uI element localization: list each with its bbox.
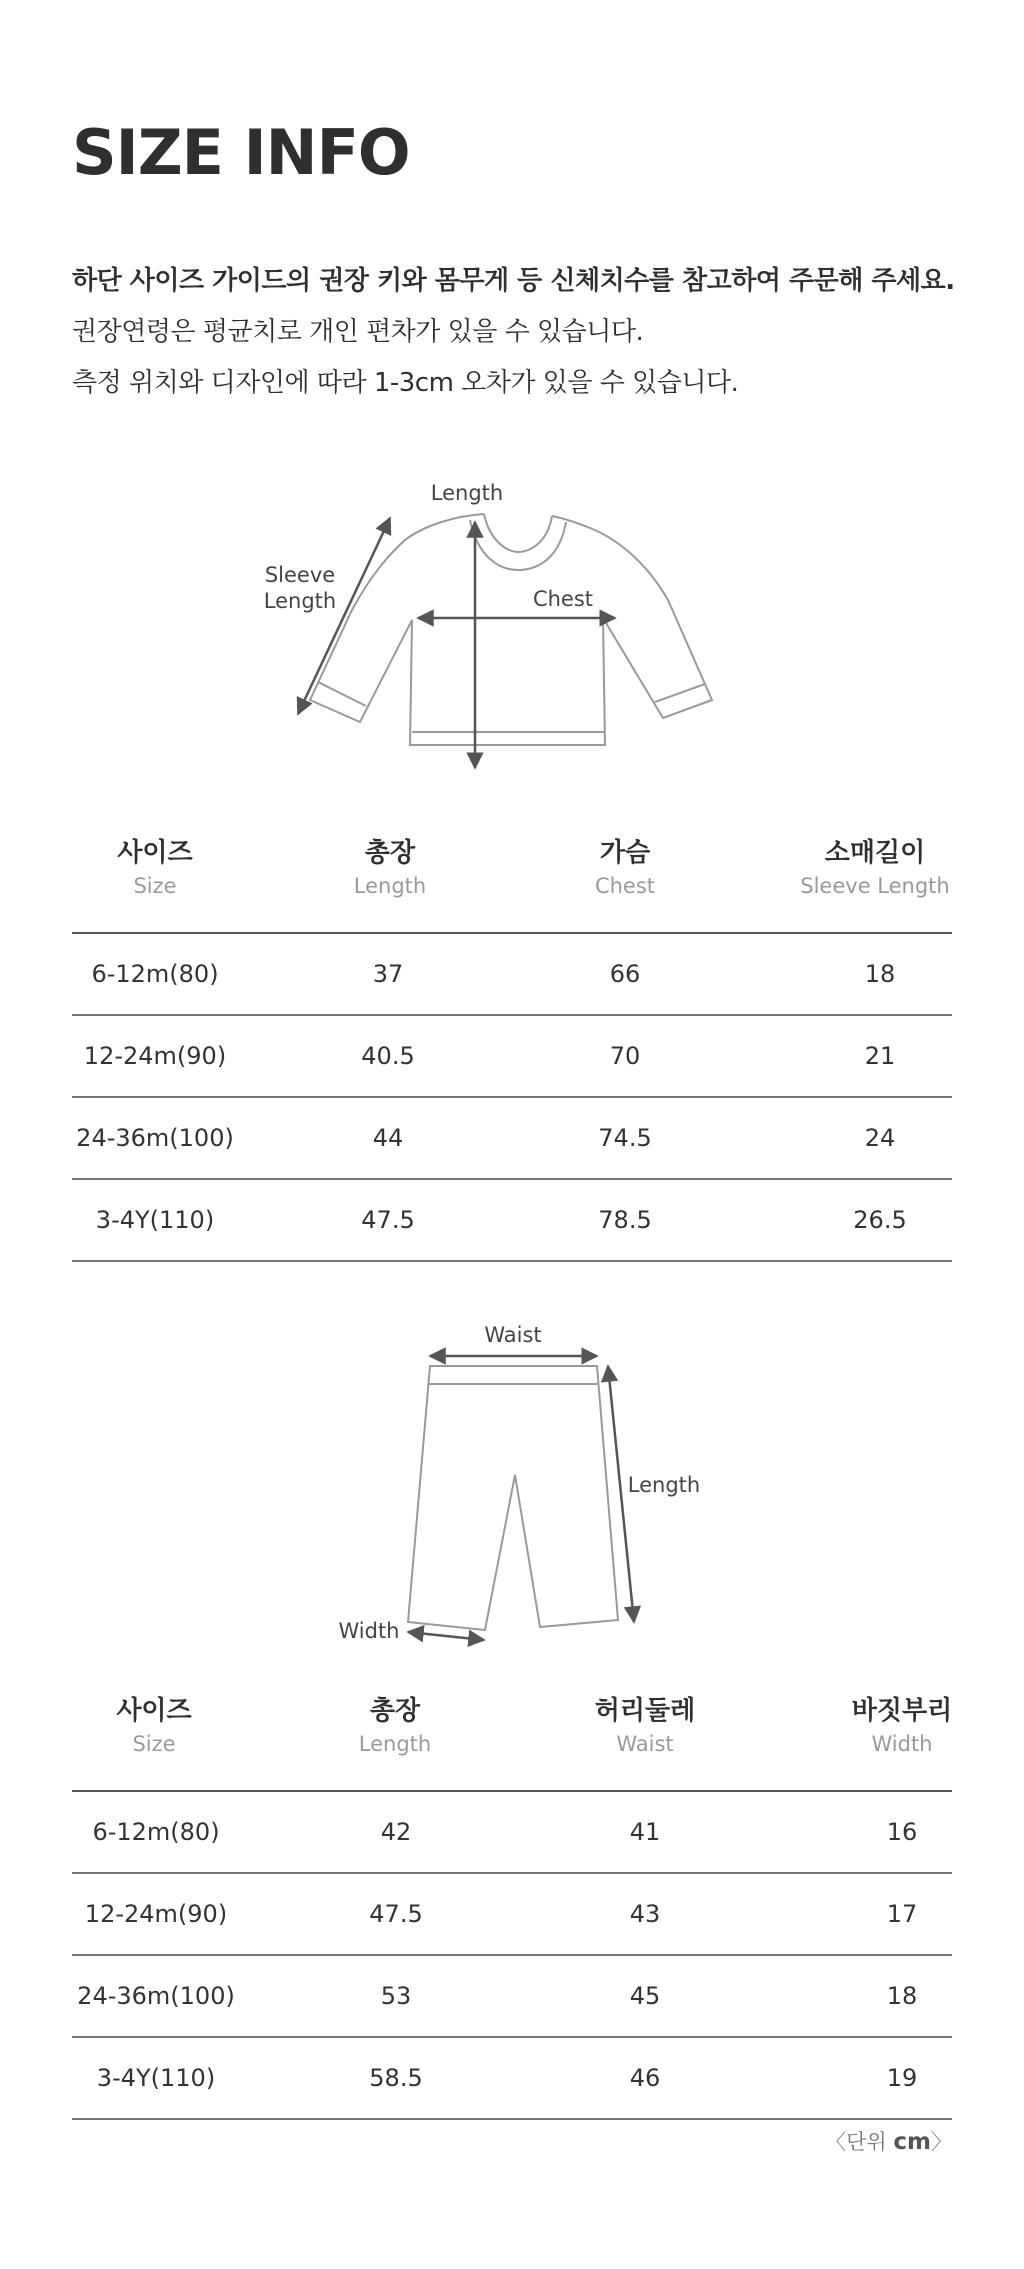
cell-width: 18 (886, 1982, 918, 2010)
intro-line-guide: 하단 사이즈 가이드의 권장 키와 몸무게 등 신체치수를 참고하여 주문해 주세요. (72, 266, 955, 296)
cell-length: 47.5 (361, 1206, 415, 1234)
cell-length: 37 (372, 960, 404, 988)
top-size-table (72, 822, 952, 1262)
cell-waist: 46 (629, 2064, 661, 2092)
header-length: 총장 Length (358, 1696, 432, 1756)
cell-chest: 70 (609, 1042, 641, 1070)
pants-diagram (0, 1320, 1024, 1650)
chest-label: Chest (532, 587, 594, 611)
sleeve-label-line2: Length (263, 589, 337, 613)
cell-size: 24-36m(100) (76, 1124, 234, 1152)
intro-text (72, 256, 972, 409)
sweatshirt-outline (310, 514, 712, 745)
table-row (72, 1098, 952, 1180)
top-garment-diagram (0, 470, 1024, 790)
cell-size: 3-4Y(110) (96, 2064, 216, 2092)
cell-length: 58.5 (369, 2064, 423, 2092)
table-row (72, 934, 952, 1016)
cell-sleeve: 24 (864, 1124, 896, 1152)
cell-size: 12-24m(90) (84, 1900, 228, 1928)
intro-line-tolerance: 측정 위치와 디자인에 따라 1-3cm 오차가 있을 수 있습니다. (72, 368, 739, 398)
cell-chest: 74.5 (598, 1124, 652, 1152)
table-header (72, 1680, 952, 1792)
table-row (72, 1792, 952, 1874)
cell-size: 6-12m(80) (92, 1818, 220, 1846)
table-row (72, 1874, 952, 1956)
cell-chest: 66 (609, 960, 641, 988)
header-width: 바짓부리 Width (851, 1696, 953, 1756)
table-header (72, 822, 952, 934)
waist-label: Waist (484, 1323, 542, 1347)
cell-sleeve: 26.5 (853, 1206, 907, 1234)
table-row (72, 1956, 952, 2038)
pants-size-table (72, 1680, 952, 2120)
table-row (72, 1180, 952, 1262)
cell-length: 44 (372, 1124, 404, 1152)
cell-sleeve: 18 (864, 960, 896, 988)
header-chest: 가슴 Chest (594, 838, 656, 898)
cell-chest: 78.5 (598, 1206, 652, 1234)
page-title: SIZE INFO (72, 116, 410, 189)
cell-waist: 45 (629, 1982, 661, 2010)
cell-size: 3-4Y(110) (95, 1206, 215, 1234)
pants-length-label: Length (627, 1473, 701, 1497)
header-sleeve-length: 소매길이 Sleeve Length (800, 838, 950, 898)
cell-length: 53 (380, 1982, 412, 2010)
width-arrow (408, 1632, 484, 1640)
cell-width: 16 (886, 1818, 918, 1846)
cell-width: 19 (886, 2064, 918, 2092)
cell-length: 40.5 (361, 1042, 415, 1070)
table-row (72, 2038, 952, 2120)
cell-size: 24-36m(100) (77, 1982, 235, 2010)
cell-waist: 43 (629, 1900, 661, 1928)
pants-outline (408, 1366, 618, 1630)
unit-bracket-close: 〉 (931, 2130, 952, 2154)
table-row (72, 1016, 952, 1098)
unit-value: cm (893, 2129, 931, 2155)
cell-length: 47.5 (369, 1900, 423, 1928)
sleeve-length-arrow (298, 518, 390, 714)
cell-sleeve: 21 (864, 1042, 896, 1070)
intro-line-age: 권장연령은 평균치로 개인 편차가 있을 수 있습니다. (72, 317, 644, 347)
unit-label: 단위 (846, 2130, 887, 2154)
cell-waist: 41 (629, 1818, 661, 1846)
top-garment-svg (0, 470, 1024, 790)
unit-note (825, 2126, 952, 2156)
cell-length: 42 (380, 1818, 412, 1846)
cell-size: 12-24m(90) (83, 1042, 227, 1070)
header-size: 사이즈 Size (117, 838, 193, 898)
header-size: 사이즈 Size (116, 1696, 192, 1756)
pants-svg (0, 1320, 1024, 1650)
width-label: Width (338, 1619, 400, 1643)
cell-width: 17 (886, 1900, 918, 1928)
header-waist: 허리둘레 Waist (594, 1696, 696, 1756)
header-length: 총장 Length (353, 838, 427, 898)
unit-bracket-open: 〈 (825, 2130, 847, 2154)
measure-lines (298, 518, 615, 768)
sleeve-label-line1: Sleeve (264, 563, 336, 587)
cell-size: 6-12m(80) (91, 960, 219, 988)
length-label: Length (430, 481, 504, 505)
